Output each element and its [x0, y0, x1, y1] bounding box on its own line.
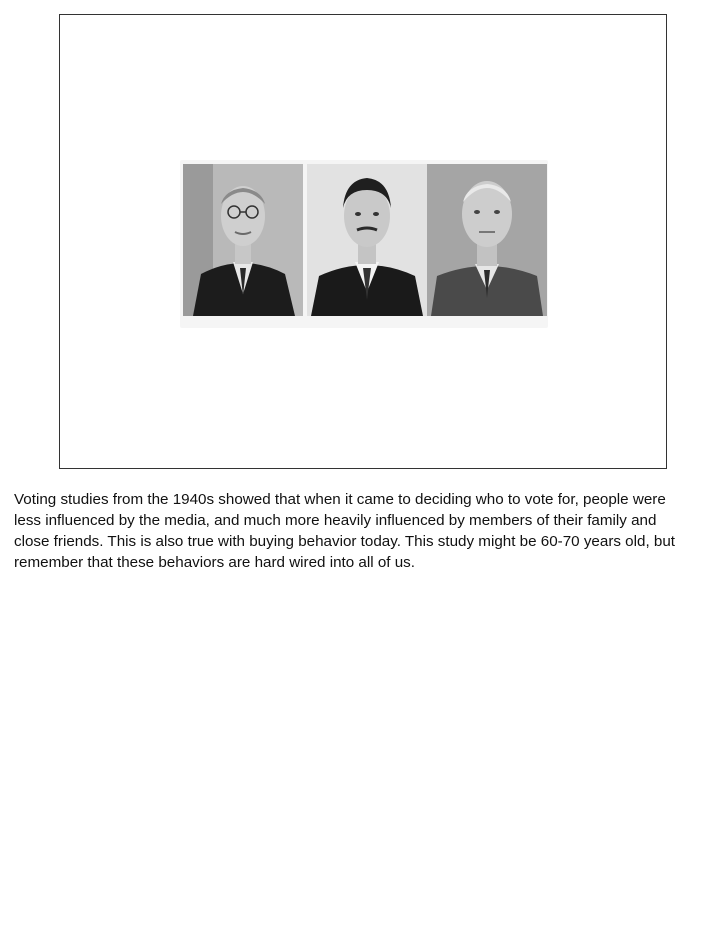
- portrait-right-image: [427, 164, 547, 316]
- portrait-right: [427, 164, 547, 316]
- portrait-strip: [180, 160, 548, 328]
- portrait-middle: [307, 164, 427, 316]
- portrait-left-image: [183, 164, 303, 316]
- portrait-middle-image: [307, 164, 427, 316]
- portrait-left: [183, 164, 303, 316]
- speaker-notes-text: Voting studies from the 1940s showed that when it came to deciding who to vote for, people were less influenced by the media, and much more heavily influenced by members of their family and close friends. This is also true with buying behavior today. This study might be 60-70 years old, but remember that these behaviors are hard wired into all of us.: [14, 491, 676, 571]
- slide-frame: [59, 14, 667, 469]
